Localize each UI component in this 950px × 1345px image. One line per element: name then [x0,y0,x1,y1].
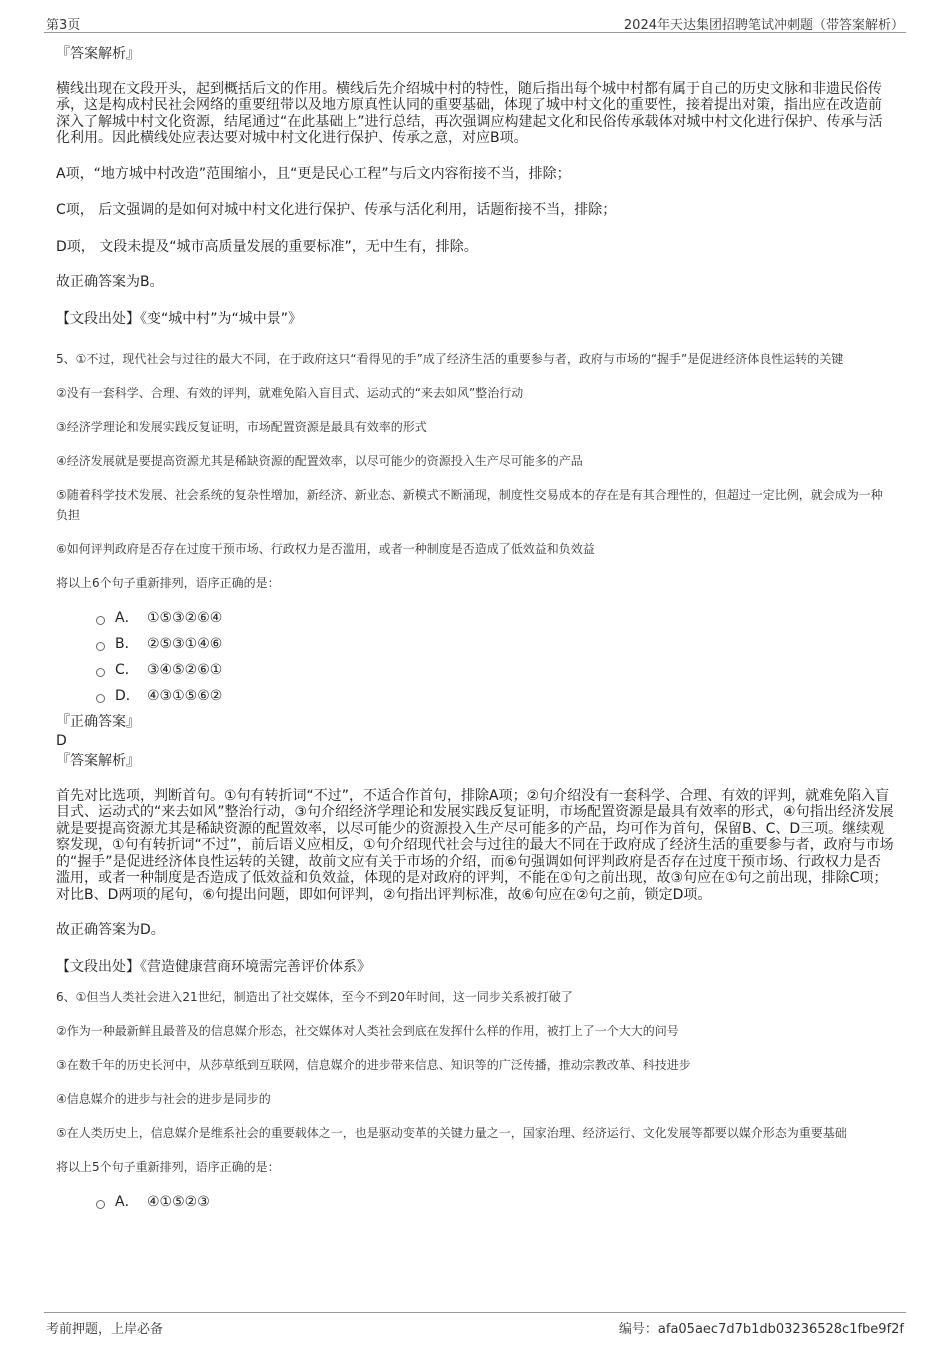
q5-sentence-4: ④经济发展就是要提高资源尤其是稀缺资源的配置效率，以尽可能少的资源投入生产尽可能多的产品 [56,454,583,468]
q5-sentence-6: ⑥如何评判政府是否存在过度干预市场、行政权力是否滥用，或者一种制度是否造成了低效益和负效益 [56,542,595,556]
option-text: ③④⑤②⑥① [147,662,223,678]
q6-sentence-5: ⑤在人类历史上，信息媒介是维系社会的重要载体之一，也是驱动变革的关键力量之一，国家治理、经济运行、文化发展等都要以媒介形态为重要基础 [56,1126,847,1140]
code-value: afa05aec7d7b1db03236528c1fbe9f2f [657,1322,904,1337]
document-title: 2024年天达集团招聘笔试冲刺题（带答案解析） [623,18,904,33]
q5-analysis: 首先对比选项，判断首句。①句有转折词“不过”，不适合作首句，排除A项；②句介绍没有一套科学、合理、有效的评判，就难免陷入盲目式、运动式的“来去如风”整治行动，③句介绍经济学理论和发展实践反复证明，市场配置资源是最具有效率的形式，④句指出经济发展就是要提高资源尤其是稀缺资源的配置效率，以尽可能少的资源投入生产尽可能多的产品，均可作为首句，保留B、C、D三项。继续观察发现，①句有转折词“不过”，前后语义应相反，①句介绍现代社会与过往的最大不同在于政府成了经济生活的重要参与者，政府与市场的“握手”是促进经济体良性运转的关键，故前文应有关于市场的介绍，而⑥句强调如何评判政府是否存在过度干预市场、行政权力是否滥用，或者一种制度是否造成了低效益和负效益，体现的是对政府的评判，不能在①句之前出现，故③句应在①句之前出现，排除C项；对比B、D两项的尾句，⑥句提出问题，即如何评判，②句指出评判标准，故⑥句应在②句之前，锁定D项。 [56,787,894,903]
q5-sentence-2: ②没有一套科学、合理、有效的评判，就难免陷入盲目式、运动式的“来去如风”整治行动 [56,386,524,400]
footer-slogan: 考前押题，上岸必备 [46,1322,164,1337]
option-letter: B． [115,636,139,652]
q5-option-a[interactable] [96,605,894,631]
document-body [56,46,894,1215]
radio-button-icon[interactable] [96,668,105,677]
page-footer [44,1312,906,1337]
q5-options [96,605,894,709]
q4-analysis-option-c: C项， 后文强调的是如何对城中村文化进行保护、传承与活化利用，话题衔接不当，排除； [56,202,617,218]
q5-sentence-1: 5、①不过，现代社会与过往的最大不同，在于政府这只“看得见的手”成了经济生活的重要参与者，政府与市场的“握手”是促进经济体良性运转的关键 [56,352,844,366]
q6-prompt: 将以上5个句子重新排列，语序正确的是： [56,1160,280,1174]
q5-source: 【文段出处】《营造健康营商环境需完善评价体系》 [56,958,371,975]
code-label: 编号： [618,1322,658,1337]
q5-option-d[interactable] [96,683,894,709]
radio-button-icon[interactable] [96,616,105,625]
q4-analysis-option-a: A项，“地方城中村改造”范围缩小，且“更是民心工程”与后文内容衔接不当，排除； [56,165,571,182]
option-text: ④③①⑤⑥② [147,688,223,704]
q5-answer: D [56,732,67,749]
q6-sentence-2: ②作为一种最新鲜且最普及的信息媒介形态，社交媒体对人类社会到底在发挥什么样的作用，被打上了一个大大的问号 [56,1024,679,1038]
radio-button-icon[interactable] [96,694,105,703]
option-text: ①⑤③②⑥④ [147,610,223,626]
page-number: 第3页 [46,18,81,33]
q4-analysis-heading: 『答案解析』 [56,46,140,62]
q5-prompt: 将以上6个句子重新排列，语序正确的是： [56,576,280,590]
option-text: ④①⑤②③ [147,1194,210,1210]
q6-sentence-3: ③在数千年的历史长河中，从莎草纸到互联网，信息媒介的进步带来信息、知识等的广泛传播，推动宗教改革、科技进步 [56,1058,691,1072]
radio-button-icon[interactable] [96,642,105,651]
q5-sentence-3: ③经济学理论和发展实践反复证明，市场配置资源是最具有效率的形式 [56,420,427,434]
q5-option-c[interactable] [96,657,894,683]
option-letter: A． [115,1194,139,1210]
q4-analysis-option-d: D项， 文段未提及“城市高质量发展的重要标准”，无中生有，排除。 [56,238,478,255]
q4-analysis-paragraph: 横线出现在文段开头，起到概括后文的作用。横线后先介绍城中村的特性，随后指出每个城中村都有属于自己的历史文脉和非遗民俗传承，这是构成村民社会网络的重要纽带以及地方原真性认同的重要基础，体现了城中村文化的重要性，接着提出对策，指出应在改造前深入了解城中村文化资源，结尾通过“在此基础上”进行总结，再次强调应构建起文化和民俗传承载体对城中村文化进行保护、传承与活化利用。因此横线处应表达要对城中村文化进行保护、传承之意，对应B项。 [56,80,883,146]
q6-sentence-4: ④信息媒介的进步与社会的进步是同步的 [56,1092,271,1106]
option-letter: D． [115,688,140,704]
q5-option-b[interactable] [96,631,894,657]
q5-conclusion: 故正确答案为D。 [56,922,165,938]
q6-options [96,1189,894,1215]
page-header [44,10,906,33]
q4-conclusion: 故正确答案为B。 [56,274,164,290]
q5-answer-heading: 『正确答案』 [56,714,140,730]
option-text: ②⑤③①④⑥ [147,636,223,652]
q5-analysis-heading: 『答案解析』 [56,753,140,769]
q6-sentence-1: 6、①但当人类社会进入21世纪，制造出了社交媒体，至今不到20年时间，这一同步关系被打破了 [56,990,573,1004]
option-letter: C． [115,662,139,678]
q5-sentence-5: ⑤随着科学技术发展、社会系统的复杂性增加，新经济、新业态、新模式不断涌现，制度性交易成本的存在是有其合理性的，但超过一定比例，就会成为一种负担 [56,488,883,522]
q4-source: 【文段出处】《变“城中村”为“城中景”》 [56,310,303,327]
option-letter: A． [115,610,139,626]
radio-button-icon[interactable] [96,1200,105,1209]
q6-option-a[interactable] [96,1189,894,1215]
document-code [619,1318,904,1337]
